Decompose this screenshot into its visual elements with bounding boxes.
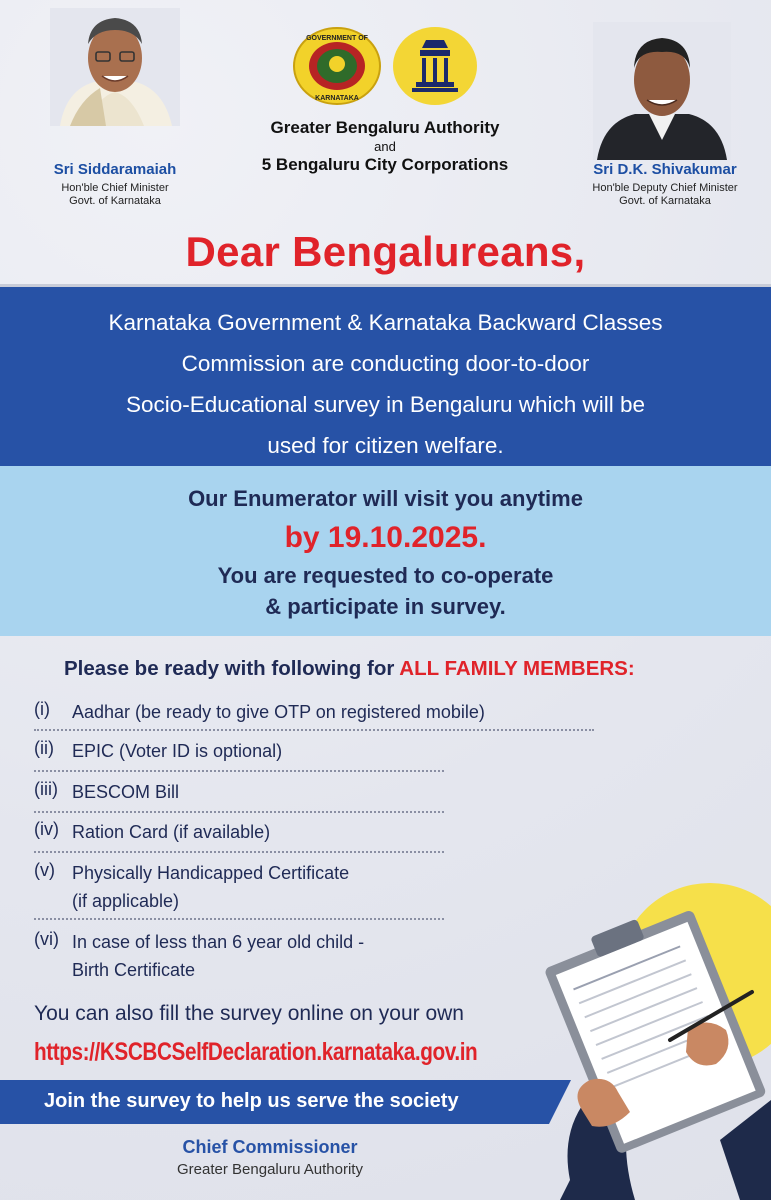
visit-line-1: Our Enumerator will visit you anytime: [188, 486, 583, 511]
intro-text: Karnataka Government & Karnataka Backward Classes Commission are conducting door-to-door Socio-Educational survey in Bengaluru which will be used for citizen welfare.: [108, 310, 663, 458]
emblem-text-top: GOVERNMENT OF: [306, 35, 368, 42]
divider: [34, 851, 444, 853]
survey-clipboard-illustration: [520, 880, 771, 1200]
visit-line-3: You are requested to co-operate: [217, 563, 554, 588]
visit-line-4: & participate in survey.: [265, 594, 506, 619]
footer-org: Greater Bengaluru Authority: [177, 1161, 363, 1178]
join-banner: [0, 1080, 549, 1124]
divider: [34, 729, 594, 731]
gba-logo: [392, 26, 478, 106]
org-line-1: Greater Bengaluru Authority: [270, 118, 500, 137]
chief-minister-portrait: [50, 8, 180, 126]
online-survey-text: You can also fill the survey online on your own: [34, 1002, 464, 1025]
divider: [34, 811, 444, 813]
chief-minister-title: Hon'ble Chief Minister Govt. of Karnataka: [61, 182, 169, 207]
org-line-3: 5 Bengaluru City Corporations: [261, 155, 509, 174]
deputy-chief-minister-name: Sri D.K. Shivakumar: [593, 161, 737, 178]
greeting-heading: Dear Bengalureans,: [185, 228, 586, 275]
deputy-chief-minister-portrait: [593, 22, 731, 160]
deputy-chief-minister-title: Hon'ble Deputy Chief Minister Govt. of Karnataka: [592, 182, 738, 207]
footer-title: Chief Commissioner: [182, 1137, 358, 1157]
join-banner-text: Join the survey to help us serve the society: [44, 1090, 459, 1112]
flyer: Sri Siddaramaiah Hon'ble Chief Minister Govt. of Karnataka GOVERNMENT OF KARNATAKA Greater Bengaluru Authority and 5 Bengaluru City Corporations Sri D.K. Shivakumar Hon'ble Deputy Chief Minister Govt. of Karnataka Dear Bengalureans, Karnataka Government & Karnataka Backward Classes Commission are conducting door-to-door Socio-Educational survey in Bengaluru which will be used for citizen welfare. Our Enumerator will visit you anytime by 19.10.2025. You are requested to co-operate & participate in survey. Please be ready with following for ALL FAMILY MEMBERS: (i) Aadhar (be ready to give OTP on registered mobile) (ii) EPIC (Voter ID is optional) (iii) BESCOM Bill (iv) Ration Card (if available) (v) Physically Handicapped Certificate (if applicable) (vi) In case of less than 6 year old child - Birth Certificate You can also fill the survey online on your own https://KSCBCSelfDeclaration.karnataka.gov.in Join the survey to help us serve the society Chief Commissioner Greater Bengaluru Authority: [0, 0, 771, 1200]
visit-date: by 19.10.2025.: [284, 521, 487, 554]
survey-url-link[interactable]: https://KSCBCSelfDeclaration.karnataka.gov.in: [34, 1038, 478, 1066]
emblem-text-bottom: KARNATAKA: [315, 95, 359, 102]
chief-minister-name: Sri Siddaramaiah: [53, 161, 177, 178]
divider: [34, 770, 444, 772]
divider: [34, 918, 444, 920]
visit-banner: [0, 466, 771, 636]
org-line-2: and: [374, 139, 396, 154]
checklist-heading: Please be ready with following for ALL FAMILY MEMBERS:: [64, 657, 635, 680]
karnataka-government-emblem: [292, 26, 382, 106]
intro-banner: [0, 284, 771, 470]
